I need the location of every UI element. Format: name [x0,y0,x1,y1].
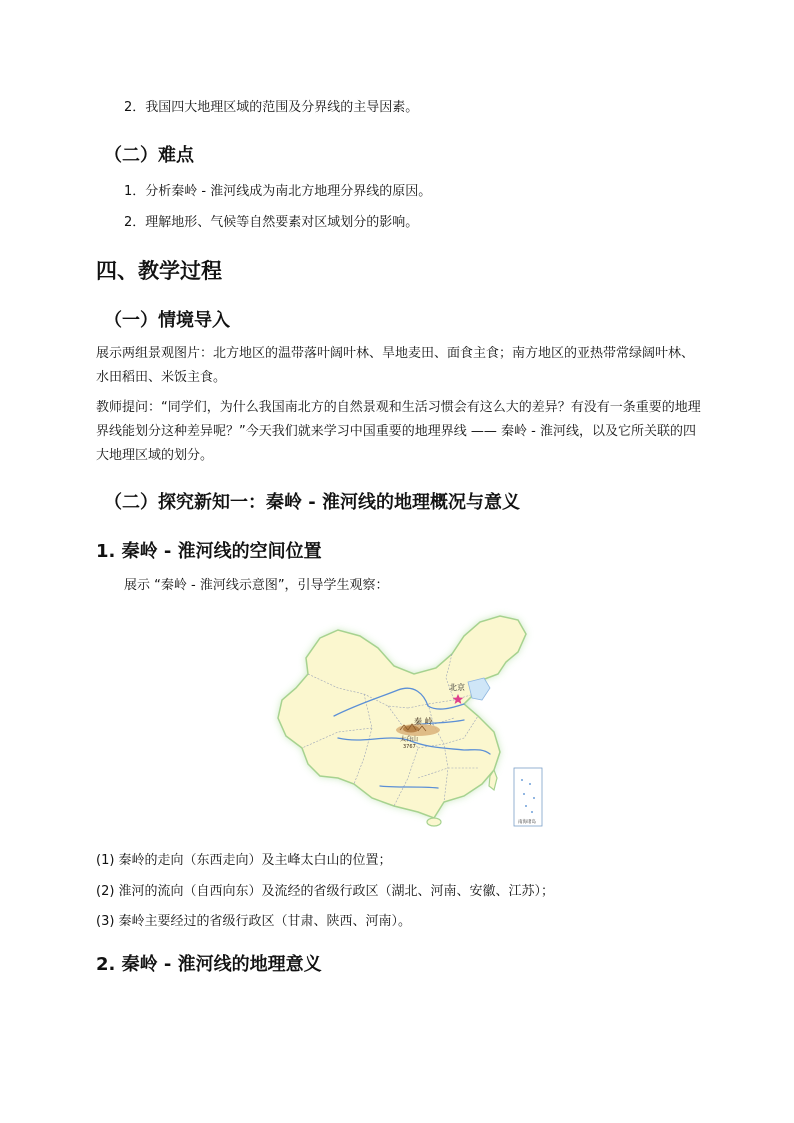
key-point-item-2: 2．我国四大地理区域的范围及分界线的主导因素。 [124,100,419,115]
explore-heading: （二）探究新知一：秦岭 - 淮河线的地理概况与意义 [104,492,521,513]
qinling-huaihe-map [268,608,544,830]
show-map-text: 展示 “秦岭 - 淮河线示意图”，引导学生观察： [124,578,389,593]
intro-heading: （一）情境导入 [104,310,230,331]
south-china-sea-inset [514,768,542,826]
observation-item-3: (3) 秦岭主要经过的省级行政区（甘肃、陕西、河南）。 [96,914,412,929]
sub1-heading: 1. 秦岭 - 淮河线的空间位置 [96,541,322,562]
observation-item-2: (2) 淮河的流向（自西向东）及流经的省级行政区（湖北、河南、安徽、江苏）； [96,884,555,899]
section-4-heading: 四、教学过程 [96,259,222,283]
label-taibai: 太白山 [400,736,419,743]
observation-item-1: (1) 秦岭的走向（东西走向）及主峰太白山的位置； [96,853,392,868]
intro-paragraph-2: 教师提问：“同学们，为什么我国南北方的自然景观和生活习惯会有这么大的差异？有没有一条重要的地理界线能划分这种差异呢？”今天我们就来学习中国重要的地理界线 —— 秦岭 - 淮河线，以及它所关联的四大地理区域的划分。 [96,400,701,463]
sub2-heading: 2. 秦岭 - 淮河线的地理意义 [96,954,322,975]
label-inset: 南海诸岛 [518,820,536,825]
label-qinling: 秦 岭 [414,717,433,726]
difficulty-item-1: 1．分析秦岭 - 淮河线成为南北方地理分界线的原因。 [124,184,432,199]
china-land [278,616,526,818]
hainan-island [427,818,441,826]
label-beijing: 北京 [449,683,465,692]
label-elevation: 3767 [403,744,416,750]
difficulty-item-2: 2．理解地形、气候等自然要素对区域划分的影响。 [124,215,419,230]
intro-paragraph-1: 展示两组景观图片：北方地区的温带落叶阔叶林、旱地麦田、面食主食；南方地区的亚热带常绿阔叶林、水田稻田、米饭主食。 [96,346,695,385]
difficulty-heading: （二）难点 [104,145,194,166]
bohai-sea [468,678,490,700]
